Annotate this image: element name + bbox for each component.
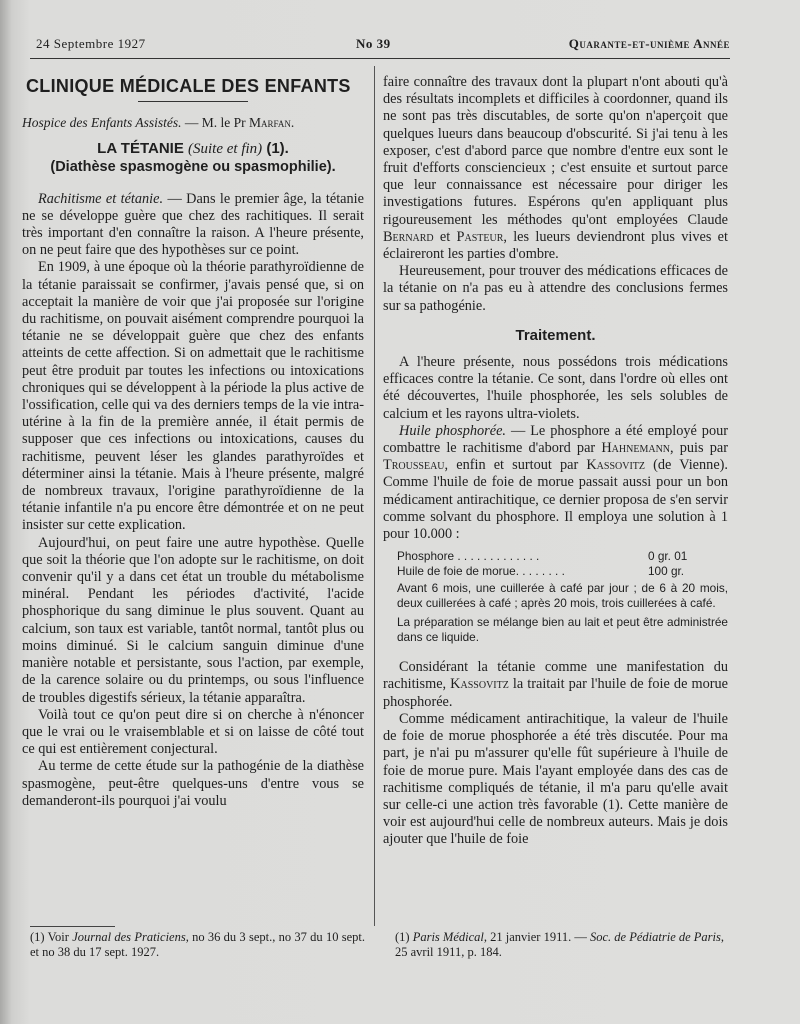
- formula-row: [397, 564, 728, 579]
- left-column: [22, 74, 364, 810]
- formula-quantity: 0 gr. 01: [648, 549, 688, 564]
- formula-ingredient: Phosphore . . . . . . . . . . . . .: [397, 549, 540, 564]
- header-issue-number: No 39: [356, 36, 391, 51]
- paragraph: Heureusement, pour trouver des médications efficaces de la tétanie on n'a pas eu à attendre des conclusions fermes sur sa pathogénie.: [383, 263, 728, 314]
- paragraph: Comme médicament antirachitique, la valeur de l'huile de foie de morue phosphorée a été très discutée. Pour ma part, je n'ai pu m'assurer qu'elle fût supérieure à l'huile de foie de morue pure. Mais l'ayant employée dans des cas de rachitisme compliqués de tétanie, il m'a paru qu'elle avait sur celle-ci une action très favorable (1). Cette manière de voir est aujourd'hui celle de nombreux auteurs. Mais je dois ajouter que l'huile de foie: [383, 710, 728, 848]
- hospice-name: Hospice des Enfants Assistés.: [22, 115, 182, 131]
- hospice-rest: — M. le Pr: [181, 115, 249, 131]
- paragraph-text: faire connaître des travaux dont la plupart n'ont abouti qu'à des résultats incomplets et difficiles à coordonner, quand ils ne sont pas très discutables, de sorte qu'on n'aperçoit que quelques lueurs dans beaucoup d'obscurité. Si j'ai tenu à les exposer, c'est d'abord parce que nombre d'entre eux sont le fruit d'efforts consciencieux ; c'est ensuite et surtout parce que leur connaissance est nécessaire pour diriger les investigations futures. Espérons qu'en appliquant plus rigoureusement les méthodes qu'ont employées Claude: [383, 74, 728, 228]
- article-title-end: (1).: [262, 140, 289, 158]
- formula-quantity: 100 gr.: [648, 564, 685, 579]
- paragraph-text: (de Vienne). Comme l'huile de foie de morue passait aussi pour un bon médicament antirachitique, ce dernier proposa de s'en servir comme solvant du phosphore. Il employa une solution à 1 pour 10.000 :: [383, 457, 728, 543]
- footnote-text: , 21 janvier 1911. —: [483, 930, 590, 944]
- name-pasteur: Pasteur: [456, 228, 504, 245]
- column-divider: [374, 66, 375, 926]
- paragraph-text: , enfin et surtout par: [444, 457, 587, 474]
- paragraph: [22, 191, 364, 260]
- paragraph-text: et: [433, 228, 457, 245]
- formula-ingredient: Huile de foie de morue. . . . . . . .: [397, 564, 565, 579]
- header-date: 24 Septembre 1927: [36, 36, 146, 51]
- paragraph-text: , les lueurs deviendront plus vives et éclaireront les parties d'ombre.: [383, 228, 728, 263]
- title-rule: [138, 101, 248, 102]
- dosage-notes: [383, 581, 728, 645]
- footnote-journal: Journal des Praticiens: [72, 930, 186, 944]
- article-title: [22, 139, 364, 159]
- name-bernard: Bernard: [383, 228, 434, 245]
- name-trousseau: Trousseau: [383, 457, 445, 474]
- paragraph: Voilà tout ce qu'on peut dire si on cherche à n'énoncer que le vrai ou le vraisemblable et si on laisse de côté tout ce qui est entièrement conjectural.: [22, 706, 364, 758]
- paragraph: En 1909, à une époque où la théorie parathyroïdienne de la tétanie paraissait se confirmer, j'avais pensé que, si on acceptait la manière de voir que j'ai proposée sur l'origine du rachitisme, on pouvait aisément comprendre pourquoi la tétanie ne se développait guère que chez des enfants atteints de cette affection. Si on admettait que le rachitisme peut être produit par toutes les infections ou intoxications chroniques qui se développent à la période la plus active de l'ossification, celle qui va des derniers temps de la vie intra-utérine à la fin de la première année, il était permis de supposer que ces infections ou intoxications, causes du rachitisme, peuvent léser les glandes parathyroïdes et déterminer ainsi la tétanie. Mais à l'heure présente, malgré de nombreux travaux, l'origine parathyroïdienne de la tétanie infantile n'a pu encore être démontrée et on ne peut insister sur cette explication.: [22, 259, 365, 534]
- article-subtitle: (Diathèse spasmogène ou spasmophilie).: [50, 159, 336, 176]
- section-title: CLINIQUE MÉDICALE DES ENFANTS: [26, 76, 351, 96]
- page-header: [30, 36, 730, 56]
- author-name: Marfan.: [249, 115, 295, 131]
- paragraph-text: — Le phosphore a été employé pour combattre le rachitisme d'abord par: [383, 422, 728, 457]
- paragraph: Aujourd'hui, on peut faire une autre hypothèse. Quelle que soit la théorie que l'on adopte sur le rachitisme, on doit convenir qu'il y a dans cet état un trouble du métabolisme minéral. Pendant les périodes d'activité, l'acide phosphorique du sang diminue le plus souvent. Quant au calcium, son taux est variable, tantôt normal, tantôt plus ou moins diminué. Si le calcium sanguin diminue d'une manière notable et persistante, sous l'action, par exemple, de la carence solaire ou du printemps, ou sous l'influence de troubles digestifs sérieux, la tétanie apparaîtra.: [22, 534, 364, 706]
- footnote-text: (1) Voir: [30, 930, 73, 944]
- name-hahnemann: Hahnemann: [601, 440, 671, 457]
- footnote-text: (1): [395, 930, 413, 944]
- paragraph-text: — Dans le premier âge, la tétanie ne se développe guère que chez des rachitiques. Il serait très important d'en connaître la raison. A l'heure présente, on ne peut faire que des hypothèses sur ce point.: [22, 190, 364, 259]
- dosage-note: La préparation se mélange bien au lait et peut être administrée dans ce liquide.: [397, 615, 728, 645]
- paragraph: [383, 74, 728, 263]
- article-title-text: LA TÉTANIE: [97, 140, 188, 158]
- header-year: Quarante-et-unième Année: [568, 36, 730, 51]
- paragraph-text: la traitait par l'huile de foie de morue phosphorée.: [383, 676, 728, 710]
- footnote-society: Soc. de Pédiatrie de Paris: [590, 930, 721, 944]
- header-rule: [30, 58, 730, 59]
- paragraph-heading: Rachitisme et tétanie.: [38, 190, 164, 207]
- right-column: [383, 74, 728, 849]
- paragraph: A l'heure présente, nous possédons trois médications efficaces contre la tétanie. Ce sont, dans l'ordre où elles ont été découvertes, l'huile phosphorée, les sels solubles de calcium et les rayons ultra-violets.: [383, 354, 728, 422]
- paragraph: Au terme de cette étude sur la pathogénie de la diathèse spasmogène, peut-être quelques-uns d'entre vous se demanderont-ils pourquoi j'ai voulu: [22, 758, 364, 809]
- dosage-note: Avant 6 mois, une cuillerée à café par jour ; de 6 à 20 mois, deux cuillerées à café ; après 20 mois, trois cuillerées à café.: [397, 581, 728, 611]
- formula-row: [397, 549, 728, 564]
- footnote-journal: Paris Médical: [412, 930, 484, 944]
- name-kassovitz: Kassovitz: [586, 457, 646, 474]
- paragraph-text: Considérant la tétanie comme une manifestation du rachitisme,: [383, 659, 728, 693]
- name-kassovitz: Kassovitz: [450, 676, 509, 693]
- formula-table: [397, 549, 728, 579]
- footnote-rule: [30, 926, 115, 927]
- footnote-text: , 25 avril 1911, p. 184.: [395, 930, 724, 959]
- hospice-line: [22, 114, 364, 131]
- paragraph-text: , puis par: [670, 440, 728, 457]
- article-title-italic: (Suite et fin): [188, 141, 263, 158]
- paragraph: [383, 659, 728, 711]
- footnote-text: , no 36 du 3 sept., no 37 du 10 sept. et no 38 du 17 sept. 1927.: [30, 930, 365, 959]
- subsection-title: Traitement.: [515, 326, 596, 344]
- footnote-left: [30, 930, 365, 960]
- footnote-right: [395, 930, 728, 960]
- paragraph: [383, 423, 728, 543]
- paragraph-heading: Huile phosphorée.: [399, 422, 506, 439]
